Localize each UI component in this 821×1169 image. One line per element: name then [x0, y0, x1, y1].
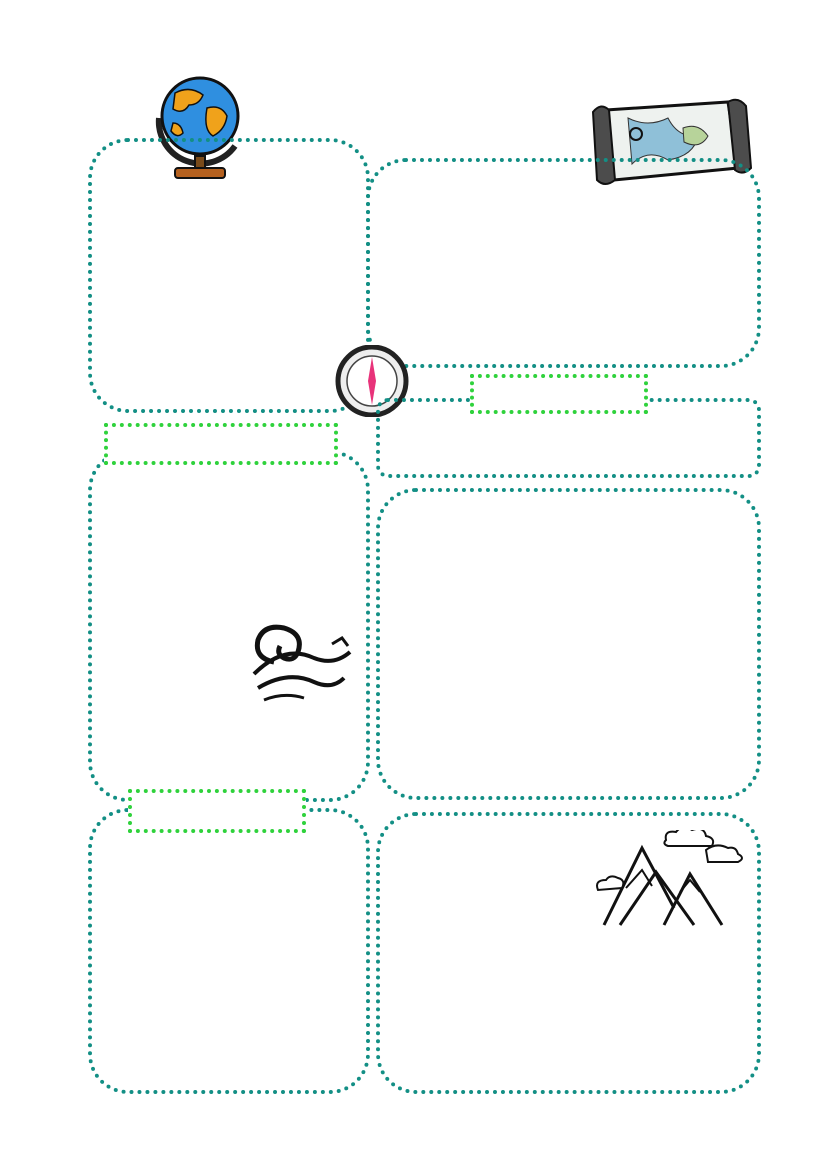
globe-border-left — [34, 0, 70, 1169]
waters-label — [128, 789, 306, 833]
waters-box — [88, 808, 370, 1094]
places-box — [376, 488, 761, 800]
continents-label — [470, 374, 648, 414]
globe-border-top — [0, 33, 821, 69]
globe-border-bottom — [0, 1099, 821, 1135]
location-verbs-box — [366, 158, 761, 368]
mountain-icon — [594, 830, 759, 930]
cardinal-points-label — [104, 423, 338, 465]
globe-border-right — [760, 0, 796, 1169]
globe-terms-box — [88, 138, 370, 413]
wind-icon — [244, 618, 356, 706]
